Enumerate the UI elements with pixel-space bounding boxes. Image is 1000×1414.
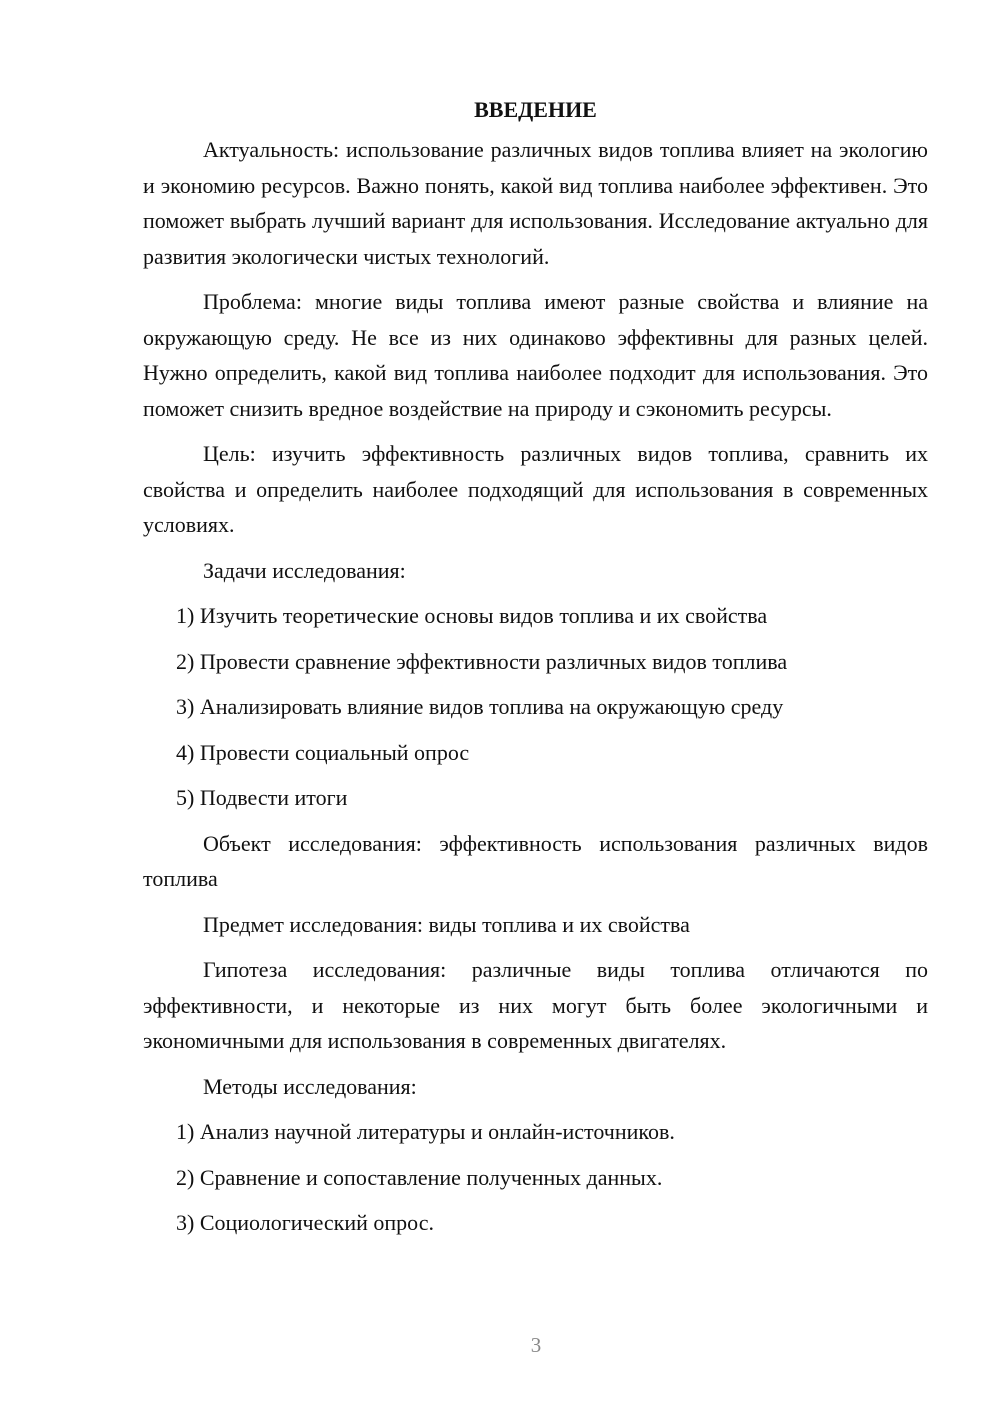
methods-list: [143, 1114, 928, 1241]
task-item: 4) Провести социальный опрос: [176, 739, 470, 765]
object-paragraph: Объект исследования: эффективность использования различных видов топлива: [143, 830, 928, 891]
section-heading: ВВЕДЕНИЕ: [474, 97, 597, 122]
method-item: 2) Сравнение и сопоставление полученных данных.: [176, 1164, 663, 1190]
goal-paragraph: Цель: изучить эффективность различных видов топлива, сравнить их свойства и определить наиболее подходящий для использования в современных условиях.: [143, 441, 928, 537]
task-item: 3) Анализировать влияние видов топлива на окружающую среду: [176, 694, 784, 719]
page-number: 3: [530, 1333, 542, 1357]
relevance-paragraph: Актуальность: использование различных видов топлива влияет на экологию и экономию ресурсов. Важно понять, какой вид топлива наиболее эффективен. Это поможет выбрать лучший вариант для использования. Исследование актуально для развития экологически чистых технологий.: [143, 137, 928, 269]
subject-paragraph: Предмет исследования: виды топлива и их свойства: [203, 911, 690, 937]
task-item: 2) Провести сравнение эффективности различных видов топлива: [176, 648, 788, 674]
hypothesis-paragraph: Гипотеза исследования: различные виды топлива отличаются по эффективности, и некоторые из них могут быть более экологичными и экономичными для использования в современных двигателях.: [143, 957, 928, 1053]
tasks-list: [143, 598, 928, 816]
document-page: [143, 92, 928, 1251]
tasks-title: Задачи исследования:: [203, 557, 406, 583]
method-item: 1) Анализ научной литературы и онлайн-источников.: [176, 1119, 675, 1144]
problem-paragraph: Проблема: многие виды топлива имеют разные свойства и влияние на окружающую среду. Не все из них одинаково эффективны для разных целей. Нужно определить, какой вид топлива наиболее подходит для использования. Это поможет снизить вредное воздействие на природу и сэкономить ресурсы.: [143, 289, 928, 421]
methods-title: Методы исследования:: [203, 1073, 417, 1099]
method-item: 3) Социологический опрос.: [176, 1210, 434, 1235]
task-item: 1) Изучить теоретические основы видов топлива и их свойства: [176, 603, 768, 628]
task-item: 5) Подвести итоги: [176, 785, 348, 810]
